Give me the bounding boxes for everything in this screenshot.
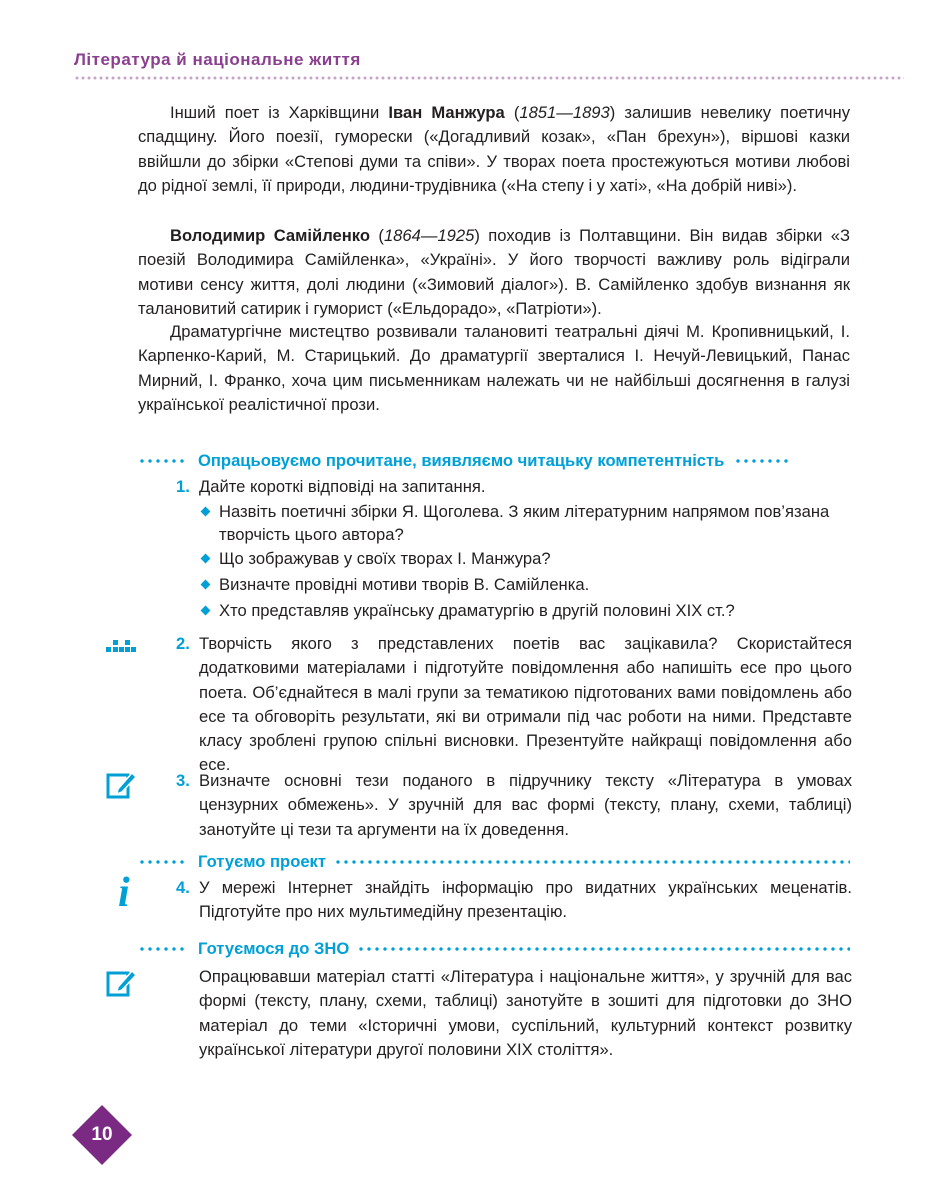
info-icon: i	[118, 870, 130, 916]
paragraph-lead: Інший поет із Харківщини	[170, 103, 389, 122]
question-bullet	[198, 547, 852, 570]
heading-dots	[357, 947, 850, 951]
paragraph-manzhura	[138, 101, 850, 198]
task-1	[176, 475, 852, 499]
task-text: Визначте основні тези поданого в підручнику тексту «Література в умовах цензурних обмежень». У зручній для вас формі (тексту, плану, схеми, таблиці) занотуйте ці тези та аргументи на їх доведення.	[199, 771, 852, 839]
question-text: Визначте провідні мотиви творів В. Самійленка.	[219, 575, 590, 594]
group-work-icon	[104, 640, 136, 654]
page-number: 10	[91, 1124, 113, 1145]
task-number: 1.	[176, 477, 190, 496]
diamond-bullet-icon	[201, 580, 211, 590]
task-text: У мережі Інтернет знайдіть інформацію про видатних українських меценатів. Підготуйте про них мультимедійну презентацію.	[199, 878, 852, 922]
section-heading-project	[138, 851, 850, 873]
heading-dots	[138, 947, 186, 951]
task-4	[176, 876, 852, 925]
heading-dots	[334, 860, 850, 864]
poet-name: Іван Манжура	[388, 103, 505, 122]
pencil-note-icon	[106, 769, 138, 801]
question-bullet	[198, 599, 852, 622]
paren-open: (	[370, 226, 384, 245]
question-text: Хто представляв українську драматургію в другій половині ХІХ ст.?	[219, 601, 735, 620]
section-title: Готуємо проект	[198, 852, 326, 871]
task-number: 3.	[176, 771, 190, 790]
paragraph-drama	[138, 320, 850, 417]
task-text: Дайте короткі відповіді на запитання.	[199, 477, 486, 496]
task-text: Опрацювавши матеріал статті «Література і національне життя», у зручній для вас формі (тексту, плану, схеми, таблиці) занотуйте в зошиті для підготовки до ЗНО матеріал до теми «Історичні умови, суспільний, культурний контекст розвитку української літератури другої половини ХІХ століття».	[199, 967, 852, 1059]
task-2	[176, 632, 852, 778]
diamond-bullet-icon	[201, 507, 211, 517]
paragraph-text: Драматургічне мистецтво розвивали талановиті театральні діячі М. Кропивницький, І. Карпенко-Карий, М. Старицький. До драматургії зверталися І. Нечуй-Левицький, Панас Мирний, І. Франко, хоча цим письменникам належать чи не найбільші досягнення в галузі української реалістичної прози.	[138, 322, 850, 414]
section-title: Опрацьовуємо прочитане, виявляємо читацьку компетентність	[198, 451, 725, 470]
section-heading-zno	[138, 938, 850, 960]
poet-name: Володимир Самійленко	[170, 226, 370, 245]
question-text: Що зображував у своїх творах І. Манжура?	[219, 549, 551, 568]
section-title: Готуємося до ЗНО	[198, 939, 350, 958]
paragraph-samiylenko	[138, 224, 850, 321]
paragraph-rest: ) залишив невелику поетичну спадщину. Його поезії, гуморески («Догадливий козак», «Пан брехун»), віршові казки ввійшли до збірки «Степові думи та співи». У творах поета простежуються мотиви любові до рідної землі, її природи, людини-трудівника («На степу і у хаті», «На добрій ниві»).	[138, 103, 850, 195]
question-bullet	[198, 500, 852, 546]
pencil-note-icon	[106, 967, 138, 999]
task-number: 2.	[176, 634, 190, 653]
heading-dots	[138, 860, 186, 864]
heading-dots	[734, 459, 790, 463]
diamond-bullet-icon	[201, 606, 211, 616]
paren-open: (	[504, 103, 520, 122]
section-heading-reading	[138, 450, 850, 472]
poet-dates: 1851—1893	[519, 103, 610, 122]
paragraph-rest: ) походив із Полтавщини. Він видав збірки «З поезій Володимира Самійленка», «Україні». У його творчості важливу роль відіграли мотиви сенсу життя, долі людини («Зимовий діалог»). В. Самійленко здобув визнання як талановитий сатирик і гуморист («Ельдорадо», «Патріоти»).	[138, 226, 851, 318]
task-3	[176, 769, 852, 842]
task-number: 4.	[176, 878, 190, 897]
diamond-bullet-icon	[201, 554, 211, 564]
question-text: Назвіть поетичні збірки Я. Щоголева. З яким літературним напрямом пов’язана творчість цього автора?	[219, 502, 830, 544]
question-bullet	[198, 573, 852, 596]
task-text: Творчість якого з представлених поетів вас зацікавила? Скористайтеся додатковими матеріалами і підготуйте повідомлення або напишіть есе про цього поета. Об’єднайтеся в малі групи за тематикою підготованих вами повідомлень або есе та обговоріть результати, які ви отримали під час роботи на ними. Представте класу зроблені групою спільні висновки. Презентуйте найкращі повідомлення або есе.	[199, 634, 852, 775]
header-dotted-rule	[74, 76, 904, 80]
poet-dates: 1864—1925	[383, 226, 475, 245]
zno-task	[176, 965, 852, 1062]
running-header-title: Література й національне життя	[74, 50, 361, 69]
heading-dots	[138, 459, 186, 463]
